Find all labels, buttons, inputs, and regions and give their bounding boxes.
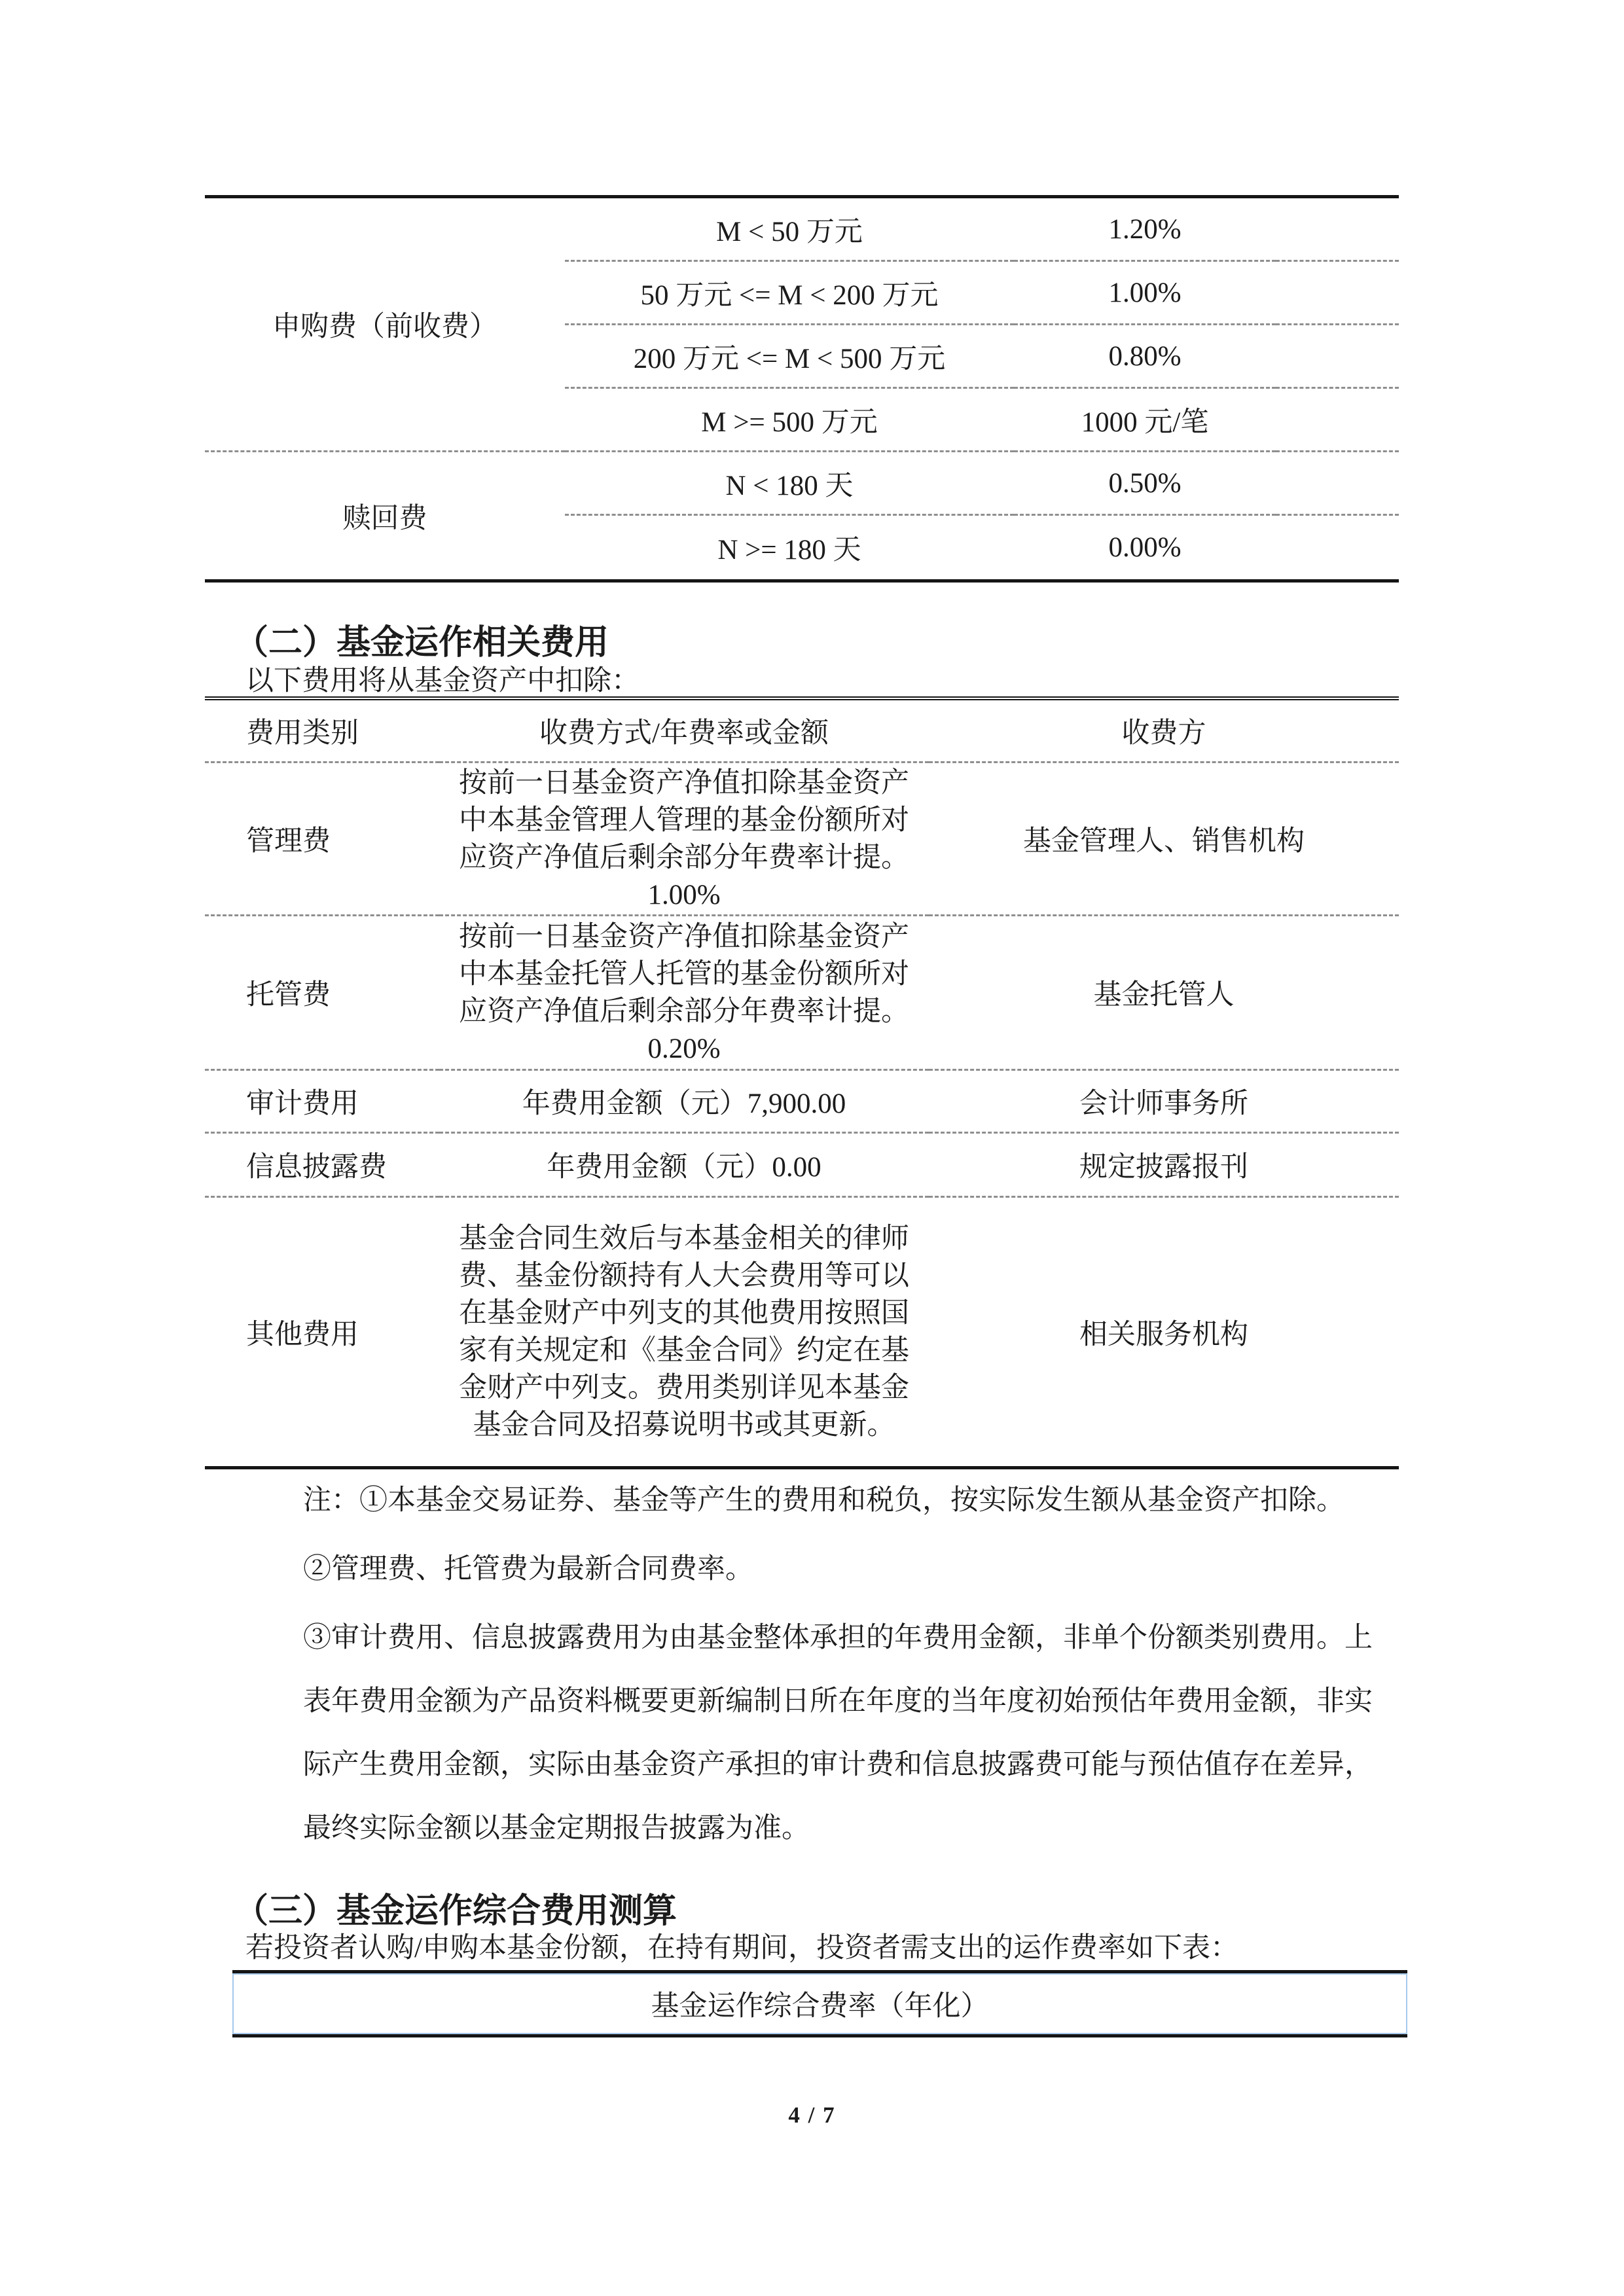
method-text: 按前一日基金资产净值扣除基金资产中本基金托管人托管的基金份额所对应资产净值后剩余部分年费率计提。0.20% (459, 921, 909, 1064)
condition-text: M >= 500 万元 (701, 406, 878, 438)
condition-text: 200 万元 <= M < 500 万元 (633, 343, 946, 374)
rate-cell (1014, 325, 1276, 389)
category-cell (205, 763, 439, 916)
method-text: 年费用金额（元）0.00 (547, 1152, 821, 1183)
header-category-cell (205, 700, 439, 763)
fee-group-text: 申购费（前收费） (272, 312, 497, 342)
method-text: 基金合同生效后与本基金相关的律师费、基金份额持有人大会费用等可以在基金财产中列支的其他费用按照国家有关规定和《基金合同》约定在基金财产中列支。费用类别详见本基金基金合同及招募说明书或其更新。 (459, 1223, 909, 1441)
condition-cell (565, 262, 1014, 325)
condition-text: N >= 180 天 (717, 535, 861, 565)
payee-cell (929, 1071, 1399, 1134)
category-cell (205, 1198, 439, 1466)
rate-text: 0.00% (1108, 532, 1182, 563)
note-2: ②管理费、托管费为最新合同费率。 (303, 1554, 753, 1585)
fee-group-label-redemption (205, 452, 565, 579)
category-text: 信息披露费 (246, 1152, 387, 1183)
condition-text: 50 万元 <= M < 200 万元 (640, 279, 939, 311)
rate-text: 0.50% (1108, 467, 1182, 499)
method-text: 年费用金额（元）7,900.00 (522, 1088, 846, 1119)
payee-text: 基金管理人、销售机构 (1023, 826, 1305, 857)
condition-cell (565, 325, 1014, 389)
rate-text: 1000 元/笔 (1081, 406, 1209, 438)
note-3: ③审计费用、信息披露费用为由基金整体承担的年费用金额，非单个份额类别费用。上表年费用金额为产品资料概要更新编制日所在年度的当年度初始预估年费用金额，非实际产生费用金额，实际由基金资产承担的审计费和信息披露费可能与预估值存在差异，最终实际金额以基金定期报告披露为准。 (303, 1623, 1373, 1844)
empty-cell (1276, 516, 1399, 579)
rate-text: 0.80% (1108, 340, 1182, 372)
category-text: 其他费用 (246, 1319, 359, 1350)
payee-cell (929, 916, 1399, 1071)
empty-cell (1276, 198, 1399, 262)
rate-cell (1014, 262, 1276, 325)
fee-group-label-subscription (205, 198, 565, 452)
payee-text: 会计师事务所 (1079, 1088, 1248, 1119)
condition-cell (565, 198, 1014, 262)
rate-cell (1014, 389, 1276, 452)
condition-cell (565, 452, 1014, 516)
payee-cell (929, 763, 1399, 916)
payee-cell (929, 1198, 1399, 1466)
condition-cell (565, 389, 1014, 452)
header-payee-cell (929, 700, 1399, 763)
fee-group-text: 赎回费 (342, 503, 427, 534)
subscription-redemption-fee-table (205, 195, 1399, 583)
comprehensive-fee-table-title: 基金运作综合费率（年化） (651, 1991, 989, 2022)
note-1: 注：①本基金交易证券、基金等产生的费用和税负，按实际发生额从基金资产扣除。 (303, 1485, 1344, 1516)
method-cell (439, 1071, 929, 1134)
payee-text: 规定披露报刊 (1079, 1152, 1248, 1183)
category-text: 管理费 (246, 826, 331, 857)
method-text: 按前一日基金资产净值扣除基金资产中本基金管理人管理的基金份额所对应资产净值后剩余部分年费率计提。1.00% (459, 767, 909, 910)
header-text: 收费方 (1121, 718, 1206, 749)
condition-text: N < 180 天 (725, 470, 854, 501)
page-number: 4 / 7 (788, 2102, 836, 2128)
comprehensive-fee-table (232, 1970, 1407, 2037)
section-heading-operation-fees: （二）基金运作相关费用 (234, 624, 609, 662)
category-text: 托管费 (246, 980, 331, 1011)
section-intro-operation-fees: 以下费用将从基金资产中扣除： (245, 666, 640, 696)
section-intro-comprehensive: 若投资者认购/申购本基金份额，在持有期间，投资者需支出的运作费率如下表： (245, 1933, 1238, 1964)
method-cell (439, 1198, 929, 1466)
operation-fee-table (205, 696, 1399, 1469)
payee-text: 相关服务机构 (1079, 1319, 1248, 1350)
rate-text: 1.20% (1108, 213, 1182, 245)
method-cell (439, 763, 929, 916)
comprehensive-fee-table-title-cell (232, 1973, 1407, 2034)
method-cell (439, 916, 929, 1071)
header-text: 费用类别 (246, 718, 359, 749)
category-cell (205, 1071, 439, 1134)
condition-text: M < 50 万元 (716, 216, 863, 247)
fee-notes (303, 1469, 1400, 1865)
category-text: 审计费用 (246, 1088, 359, 1119)
rate-cell (1014, 452, 1276, 516)
empty-cell (1276, 389, 1399, 452)
header-text: 收费方式/年费率或金额 (539, 718, 829, 749)
rate-cell (1014, 516, 1276, 579)
empty-cell (1276, 452, 1399, 516)
header-method-cell (439, 700, 929, 763)
empty-cell (1276, 325, 1399, 389)
payee-cell (929, 1134, 1399, 1198)
method-cell (439, 1134, 929, 1198)
payee-text: 基金托管人 (1093, 980, 1235, 1011)
rate-text: 1.00% (1108, 277, 1182, 308)
category-cell (205, 916, 439, 1071)
section-heading-comprehensive: （三）基金运作综合费用测算 (234, 1893, 677, 1930)
empty-cell (1276, 262, 1399, 325)
rate-cell (1014, 198, 1276, 262)
category-cell (205, 1134, 439, 1198)
condition-cell (565, 516, 1014, 579)
